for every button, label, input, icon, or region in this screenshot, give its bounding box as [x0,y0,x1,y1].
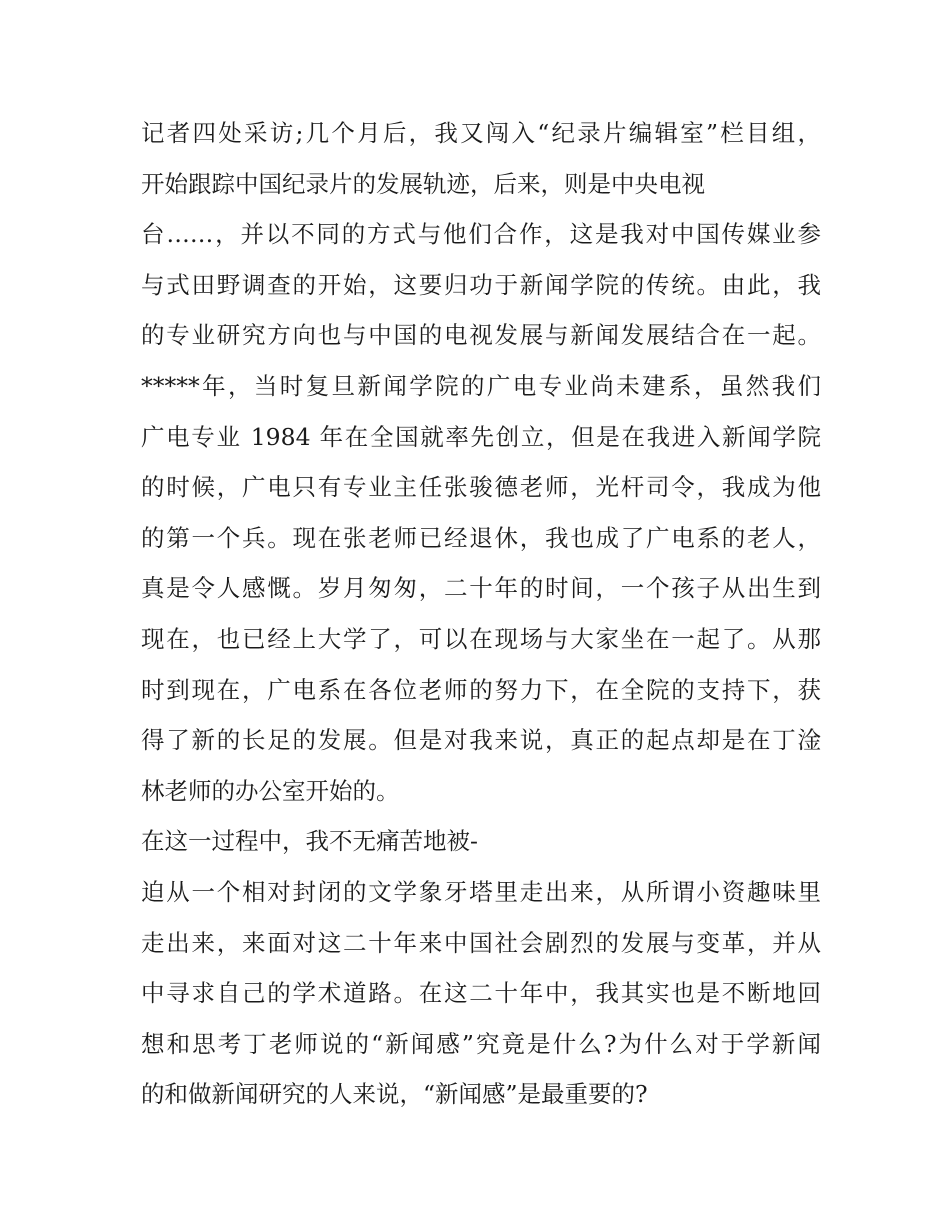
text-line: 与式田野调查的开始，这要归功于新闻学院的传统。由此，我 [141,270,821,299]
text-line: 的第一个兵。现在张老师已经退休，我也成了广电系的老人， [141,523,821,552]
text-line: 真是令人感慨。岁月匆匆，二十年的时间，一个孩子从出生到 [141,574,821,603]
text-line: 得了新的长足的发展。但是对我来说，真正的起点却是在丁淦 [141,726,821,755]
text-line: 现在，也已经上大学了，可以在现场与大家坐在一起了。从那 [141,624,821,653]
text-line: 林老师的办公室开始的。 [141,776,400,805]
text-line: 在这一过程中，我不无痛苦地被- [141,827,478,856]
document-body [141,108,821,1120]
text-line: 开始跟踪中国纪录片的发展轨迹，后来，则是中央电视 [141,169,705,198]
text-line: 想和思考丁老师说的“新闻感”究竟是什么?为什么对于学新闻 [141,1029,821,1058]
text-line: 的时候，广电只有专业主任张骏德老师，光杆司令，我成为他 [141,473,821,502]
text-line: *****年，当时复旦新闻学院的广电专业尚未建系，虽然我们 [141,371,821,400]
text-line: 时到现在，广电系在各位老师的努力下，在全院的支持下，获 [141,675,821,704]
text-line: 广电专业 1984 年在全国就率先创立，但是在我进入新闻学院 [141,422,821,451]
text-line: 记者四处采访;几个月后，我又闯入“纪录片编辑室”栏目组， [141,119,821,147]
text-line: 台……，并以不同的方式与他们合作，这是我对中国传媒业参 [141,220,821,249]
text-line: 的和做新闻研究的人来说，“新闻感”是最重要的? [141,1080,648,1109]
text-line: 迫从一个相对封闭的文学象牙塔里走出来，从所谓小资趣味里 [141,877,821,906]
text-line: 的专业研究方向也与中国的电视发展与新闻发展结合在一起。 [141,321,821,350]
text-line: 中寻求自己的学术道路。在这二十年中，我其实也是不断地回 [141,979,821,1008]
text-line: 走出来，来面对这二十年来中国社会剧烈的发展与变革，并从 [141,928,821,957]
